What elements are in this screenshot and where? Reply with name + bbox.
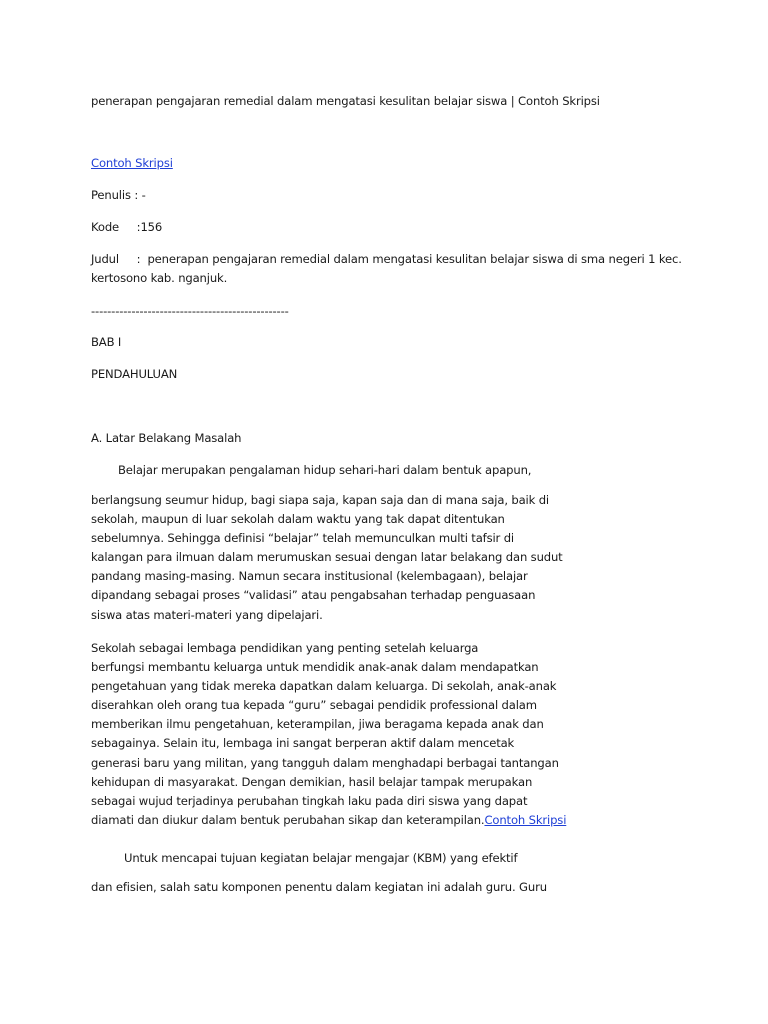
chapter-number: BAB I: [91, 335, 122, 349]
paragraph-last-line: [91, 811, 567, 830]
contoh-skripsi-inline-link[interactable]: Contoh Skripsi: [484, 812, 567, 827]
paragraph-line: pandang masing-masing. Namun secara institusional (kelembagaan), belajar: [91, 569, 528, 584]
separator-line: -------------------------------------------------: [91, 304, 289, 318]
paragraph-line: memberikan ilmu pengetahuan, keterampilan, jiwa beragama kepada anak dan: [91, 717, 544, 732]
paragraph-line: Sekolah sebagai lembaga pendidikan yang penting setelah keluarga: [91, 641, 479, 655]
penulis-field: Penulis : -: [91, 188, 146, 202]
paragraph-line: berfungsi membantu keluarga untuk mendidik anak-anak dalam mendapatkan: [91, 660, 539, 675]
document-heading: penerapan pengajaran remedial dalam mengatasi kesulitan belajar siswa | Contoh Skripsi: [91, 94, 600, 108]
paragraph-line-text: diamati dan diukur dalam bentuk perubahan sikap dan keterampilan.: [91, 812, 485, 827]
paragraph-3-first-line: Untuk mencapai tujuan kegiatan belajar mengajar (KBM) yang efektif: [124, 851, 518, 865]
source-link[interactable]: [91, 155, 173, 171]
paragraph-line: siswa atas materi-materi yang dipelajari.: [91, 607, 323, 622]
paragraph-line: diserahkan oleh orang tua kepada “guru” sebagai pendidik professional dalam: [91, 698, 537, 713]
paragraph-line: sekolah, maupun di luar sekolah dalam waktu yang tak dapat ditentukan: [91, 512, 505, 527]
paragraph-line: berlangsung seumur hidup, bagi siapa saja, kapan saja dan di mana saja, baik di: [91, 493, 550, 507]
paragraph-1: [91, 491, 561, 625]
paragraph-line: kalangan para ilmuan dalam merumuskan sesuai dengan latar belakang dan sudut: [91, 550, 563, 565]
paragraph-2: [91, 639, 567, 830]
kode-field: Kode :156: [91, 220, 163, 234]
paragraph-line: sebelumnya. Sehingga definisi “belajar” telah memunculkan multi tafsir di: [91, 531, 514, 546]
paragraph-line: pengetahuan yang tidak mereka dapatkan dalam keluarga. Di sekolah, anak-anak: [91, 679, 557, 694]
paragraph-line: sebagai wujud terjadinya perubahan tingkah laku pada diri siswa yang dapat: [91, 793, 528, 808]
judul-field-line1: Judul : penerapan pengajaran remedial dalam mengatasi kesulitan belajar siswa di sma negeri 1 kec.: [91, 252, 682, 266]
paragraph-line: kehidupan di masyarakat. Dengan demikian, hasil belajar tampak merupakan: [91, 774, 533, 789]
paragraph-line: dipandang sebagai proses “validasi” atau pengabsahan terhadap penguasaan: [91, 588, 536, 603]
judul-field-line2: kertosono kab. nganjuk.: [91, 271, 228, 285]
paragraph-1-first-line: Belajar merupakan pengalaman hidup sehari-hari dalam bentuk apapun,: [118, 463, 532, 477]
chapter-title: PENDAHULUAN: [91, 367, 178, 381]
paragraph-line: generasi baru yang militan, yang tangguh dalam menghadapi berbagai tantangan: [91, 755, 559, 770]
paragraph-3-second-line: dan efisien, salah satu komponen penentu dalam kegiatan ini adalah guru. Guru: [91, 880, 547, 894]
contoh-skripsi-link[interactable]: Contoh Skripsi: [91, 156, 173, 170]
section-heading: A. Latar Belakang Masalah: [91, 431, 242, 445]
paragraph-line: sebagainya. Selain itu, lembaga ini sangat berperan aktif dalam mencetak: [91, 736, 515, 751]
